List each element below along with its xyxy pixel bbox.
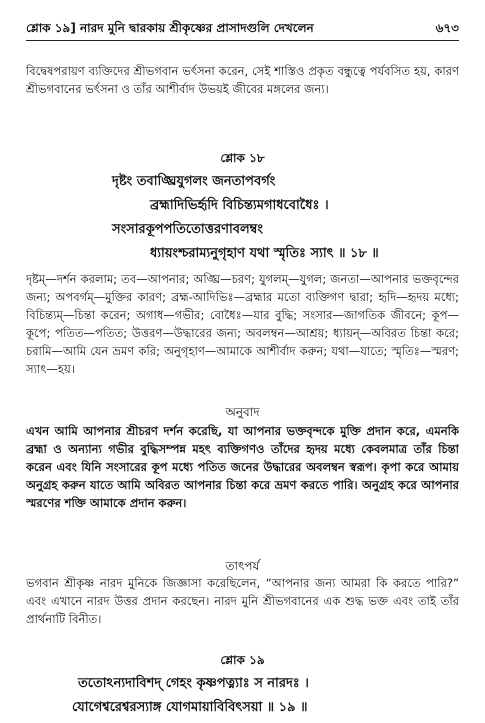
purport-heading: তাৎপর্য — [225, 559, 260, 573]
purport-paragraph: ভগবান শ্রীকৃষ্ণ নারদ মুনিকে জিজ্ঞাসা করেছিলেন, “আপনার জন্য আমরা কি করতে পারি?” এবং এখানে নারদ উত্তর প্রদান করছেন। নারদ মুনি শ্রীভগবানের এক শুদ্ধ ভক্ত এবং তাই তাঁর প্রার্থনাটি বিনীত। — [26, 576, 459, 626]
page-number: ৬৭৩ — [435, 21, 459, 35]
sloka-19-heading: শ্লোক ১৯ — [220, 653, 265, 667]
chapter-header: শ্লোক ১৯] নারদ মুনি দ্বারকায় শ্রীকৃষ্ণের প্রাসাদগুলি দেখলেন — [26, 21, 314, 35]
sloka-18-line-1: দৃষ্টং তবাঙ্ঘ্রিযুগলং জনতাপবর্গং — [112, 174, 276, 189]
sloka-18-line-2: ব্রহ্মাদিভির্হৃদি বিচিন্ত্যমগাধবোধৈঃ । — [150, 198, 329, 213]
translation-paragraph: এখন আমি আপনার শ্রীচরণ দর্শন করেছি, যা আপনার ভক্তবৃন্দকে মুক্তি প্রদান করে, এমনকি ব্রহ্মা ও অন্যান্য গভীর বুদ্ধিসম্পন্ন মহৎ ব্যক্তিগণও তাঁদের হৃদয় মধ্যে কেবলমাত্র তাঁর চিন্তা করেন এবং যিনি সংসারের কূপ মধ্যে পতিত জনের উদ্ধারের অবলম্বন স্বরূপ। কৃপা করে আমায় অনুগ্রহ করুন যাতে আমি অবিরত আপনার চিন্তা করে ভ্রমণ করতে পারি। অনুগ্রহ করে আপনার স্মরণের শক্তি আমাকে প্রদান করুন। — [26, 424, 459, 510]
sloka-18-line-4: ধ্যায়ংশ্চরাম্যনুগৃহাণ যথা স্মৃতিঃ স্যাৎ ॥ ১৮ ॥ — [150, 246, 379, 261]
sloka-18-heading: শ্লোক ১৮ — [220, 151, 265, 165]
synonyms-paragraph: দৃষ্টম্—দর্শন করলাম; তব—আপনার; অঙ্ঘ্রি—চরণ; যুগলম্—যুগল; জনতা—আপনার ভক্তবৃন্দের জন্য; অপবর্গম্—মুক্তির কারণ; ব্রহ্ম-আদিভিঃ—ব্রহ্মার মতো ব্যক্তিগণ দ্বারা; হৃদি—হৃদয় মধ্যে; বিচিন্ত্যম্—চিন্তা করেন; অগাধ—গভীর; বোধৈঃ—যার বুদ্ধি; সংসার—জাগতিক জীবনে; কূপ—কূপে; পতিত—পতিত; উত্তরণ—উদ্ধারের জন্য; অবলম্বন—আশ্রয়; ধ্যায়ন্—অবিরত চিন্তা করে; চরামি—আমি যেন ভ্রমণ করি; অনুগৃহাণ—আমাকে আশীর্বাদ করুন; যথা—যাতে; স্মৃতিঃ—স্মরণ; স্যাৎ—হয়। — [26, 272, 459, 376]
intro-paragraph: বিদ্বেষপরায়ণ ব্যক্তিদের শ্রীভগবান ভর্ৎসনা করেন, সেই শাস্তিও প্রকৃত বন্ধুত্বে পর্যবসিত হয়, কারণ শ্রীভগবানের ভর্ৎসনা ও তাঁর আশীর্বাদ উভয়ই জীবের মঙ্গলের জন্য। — [26, 64, 459, 96]
sloka-19-line-2: যোগেশ্বরেশ্বরস্যাঙ্গ যোগমায়াবিবিৎসয়া ॥ ১৯ ॥ — [72, 700, 308, 715]
sloka-18-line-3: সংসারকূপপতিতোত্তরণাবলম্বং — [112, 222, 263, 237]
sloka-19-line-1: ততোঽন্যদাবিশদ্ গেহং কৃষ্ণপত্ন্যাঃ স নারদঃ । — [78, 676, 309, 691]
translation-heading: অনুবাদ — [225, 405, 260, 419]
running-header — [26, 18, 459, 41]
